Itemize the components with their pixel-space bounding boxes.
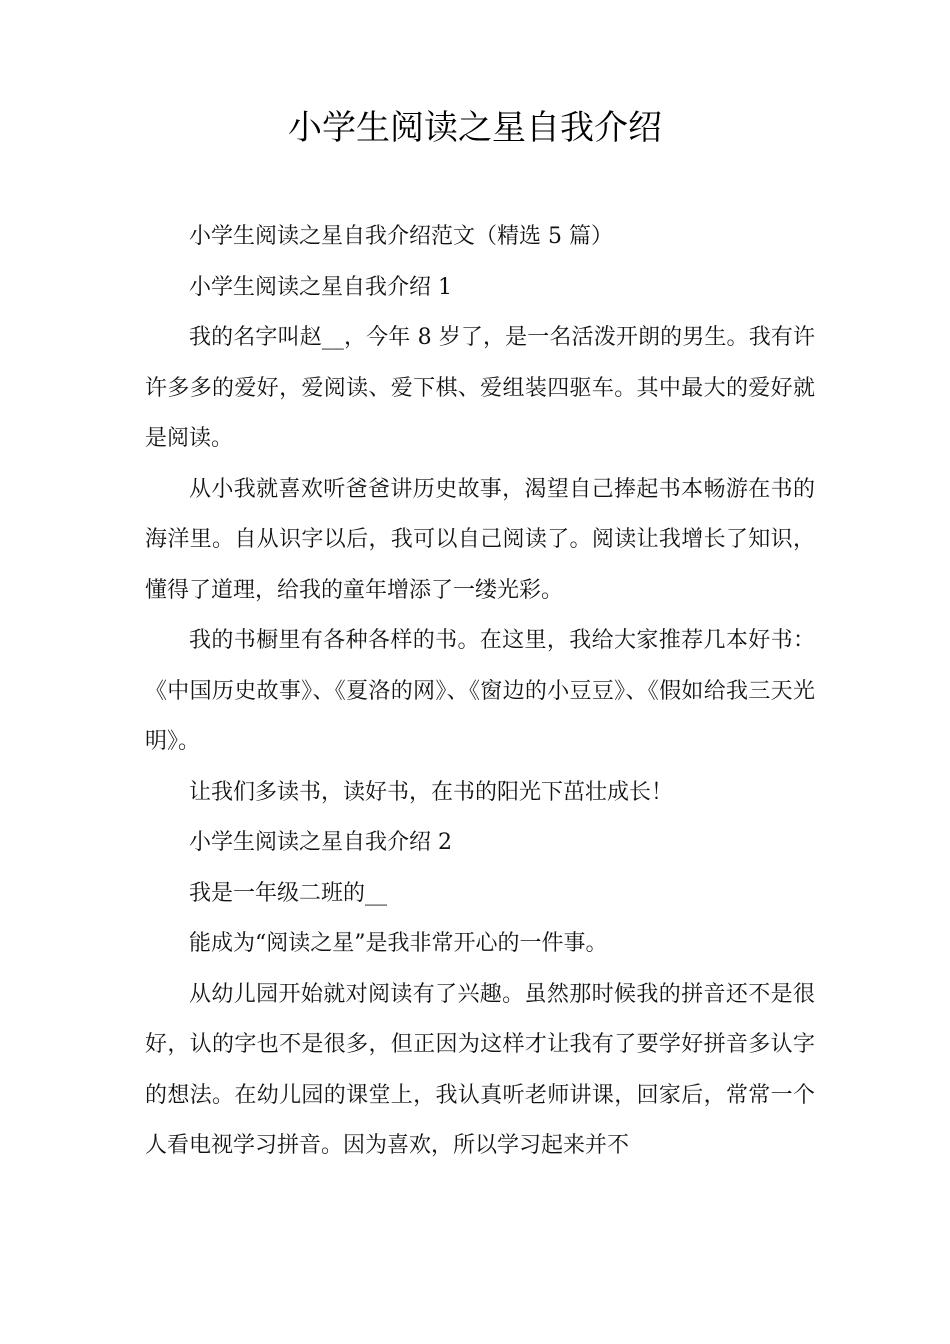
- paragraph: 能成为“阅读之星”是我非常开心的一件事。: [189, 931, 608, 956]
- paragraph: 我是一年级二班的__: [189, 880, 388, 906]
- paragraph-section-heading-2: 小学生阅读之星自我介绍 2: [189, 830, 452, 855]
- paragraph: 从小我就喜欢听爸爸讲历史故事，渴望自己捧起书本畅游在书的海洋里。自从识字以后，我可以自己阅读了。阅读让我增长了知识，懂得了道理，给我的童年增添了一缕光彩。: [145, 476, 815, 603]
- paragraph: 让我们多读书，读好书，在书的阳光下茁壮成长！: [189, 779, 674, 805]
- paragraph: 我的名字叫赵__，今年 8 岁了，是一名活泼开朗的男生。我有许许多多的爱好，爱阅读、爱下棋、爱组装四驱车。其中最大的爱好就是阅读。: [145, 325, 815, 451]
- paragraph: 从幼儿园开始就对阅读有了兴趣。虽然那时候我的拼音还不是很好，认的字也不是很多，但正因为这样才让我有了要学好拼音多认字的想法。在幼儿园的课堂上，我认真听老师讲课，回家后，常常一个人看电视学习拼音。因为喜欢，所以学习起来并不: [145, 981, 815, 1158]
- paragraph: 我的书橱里有各种各样的书。在这里，我给大家推荐几本好书：《中国历史故事》、《夏洛的网》、《窗边的小豆豆》、《假如给我三天光明》。: [145, 628, 815, 754]
- paragraph-section-heading-1: 小学生阅读之星自我介绍 1: [189, 274, 452, 300]
- document-title: 小学生阅读之星自我介绍: [288, 108, 662, 148]
- paragraph-subtitle: 小学生阅读之星自我介绍范文（精选 5 篇）: [189, 224, 613, 249]
- document-body: [145, 212, 815, 1172]
